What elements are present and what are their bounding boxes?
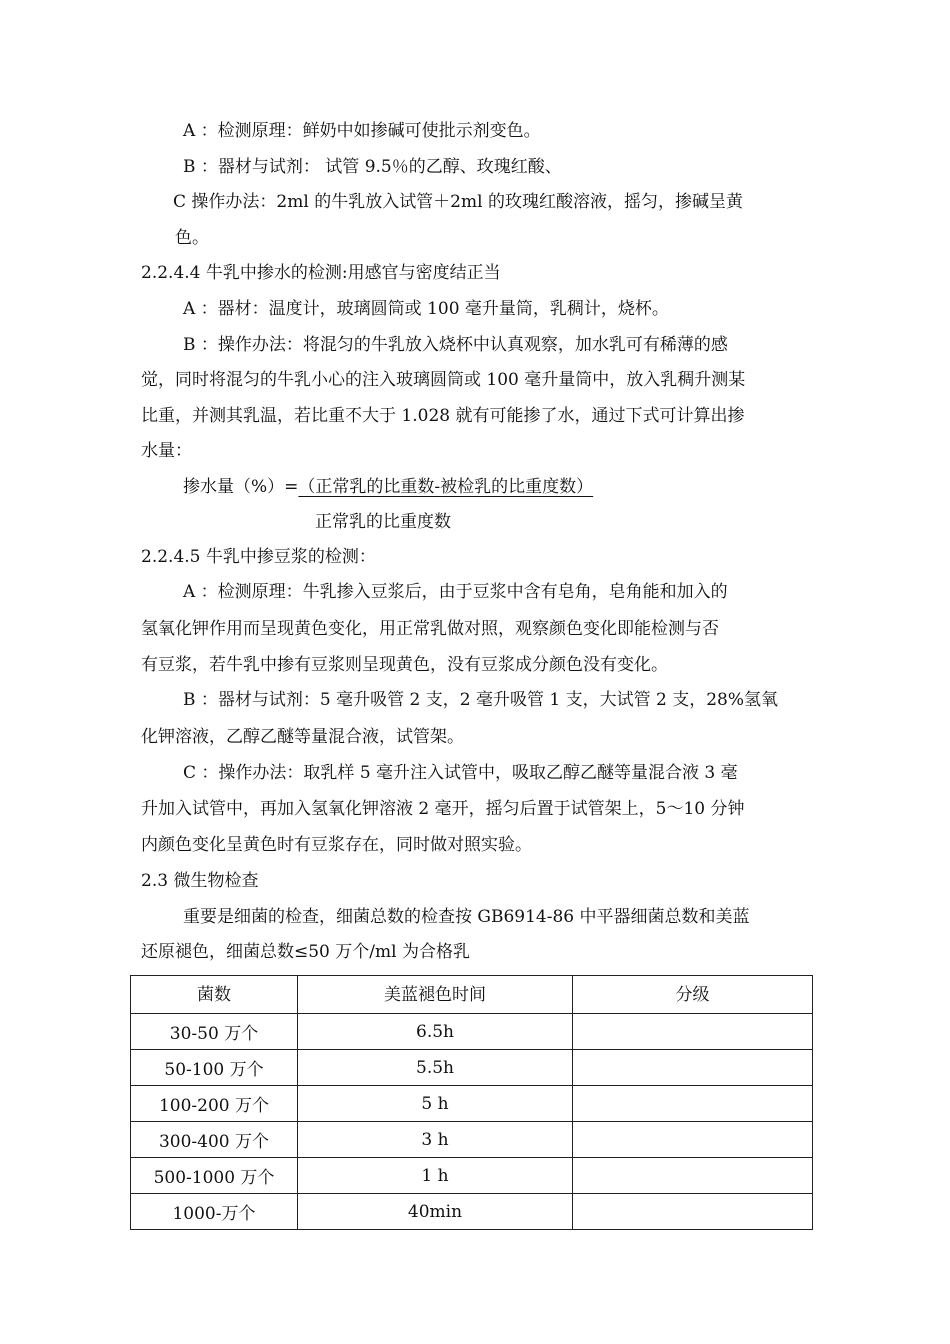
cell-grade bbox=[573, 1014, 813, 1050]
cell-grade bbox=[573, 1122, 813, 1158]
paragraph-procedure-line2: 色。 bbox=[175, 228, 209, 248]
paragraph-water-equipment: A ：器材：温度计，玻璃圆筒或 100 毫升量筒，乳稠计，烧杯。 bbox=[183, 299, 669, 319]
cell-bacteria-count: 300-400 万个 bbox=[131, 1122, 298, 1158]
table-row bbox=[131, 1194, 813, 1230]
table-header-row bbox=[131, 976, 813, 1014]
paragraph-soy-method-line1: C ：操作办法：取乳样 5 毫升注入试管中，吸取乙醇乙醚等量混合液 3 毫 bbox=[183, 763, 738, 783]
paragraph-procedure-line1: C 操作办法：2ml 的牛乳放入试管＋2ml 的玫瑰红酸溶液，摇匀，掺碱呈黄 bbox=[173, 192, 743, 212]
cell-grade bbox=[573, 1086, 813, 1122]
table-row bbox=[131, 1014, 813, 1050]
cell-bacteria-count: 500-1000 万个 bbox=[131, 1158, 298, 1194]
section-heading-water: 2.2.4.4 牛乳中掺水的检测:用感官与密度结正当 bbox=[141, 263, 501, 283]
paragraph-soy-method-line3: 内颜色变化呈黄色时有豆浆存在，同时做对照实验。 bbox=[141, 835, 532, 855]
cell-grade bbox=[573, 1050, 813, 1086]
formula bbox=[183, 479, 593, 496]
section-heading-soy: 2.2.4.5 牛乳中掺豆浆的检测： bbox=[141, 547, 376, 567]
paragraph-soy-reagents-line1: B ：器材与试剂：5 毫升吸管 2 支，2 毫升吸管 1 支，大试管 2 支，28%氢氧 bbox=[183, 690, 778, 710]
cell-decolor-time: 40min bbox=[298, 1194, 573, 1230]
cell-decolor-time: 6.5h bbox=[298, 1014, 573, 1050]
bacteria-grading-table bbox=[130, 975, 813, 1230]
cell-bacteria-count: 100-200 万个 bbox=[131, 1086, 298, 1122]
formula-denominator: 正常乳的比重度数 bbox=[315, 512, 451, 532]
formula-lhs: 掺水量（%）= bbox=[183, 477, 299, 497]
header-grade: 分级 bbox=[573, 976, 813, 1014]
cell-decolor-time: 1 h bbox=[298, 1158, 573, 1194]
paragraph-water-method-line2: 觉，同时将混匀的牛乳小心的注入玻璃圆筒或 100 毫升量筒中，放入乳稠升测某 bbox=[141, 370, 746, 390]
paragraph-water-method-line4: 水量： bbox=[141, 441, 192, 461]
header-decolor-time: 美蓝褪色时间 bbox=[298, 976, 573, 1014]
paragraph-soy-method-line2: 升加入试管中，再加入氢氧化钾溶液 2 毫开，摇匀后置于试管架上，5～10 分钟 bbox=[141, 799, 745, 819]
table-row bbox=[131, 1122, 813, 1158]
paragraph-equipment-reagents: B ：器材与试剂： 试管 9.5％的乙醇、玫瑰红酸、 bbox=[183, 157, 562, 177]
cell-decolor-time: 5 h bbox=[298, 1086, 573, 1122]
paragraph-test-principle: A ：检测原理：鲜奶中如掺碱可使批示剂变色。 bbox=[183, 121, 541, 141]
paragraph-soy-principle-line3: 有豆浆，若牛乳中掺有豆浆则呈现黄色，没有豆浆成分颜色没有变化。 bbox=[141, 655, 668, 675]
paragraph-soy-principle-line1: A ：检测原理：牛乳掺入豆浆后，由于豆浆中含有皂角，皂角能和加入的 bbox=[183, 582, 728, 602]
section-heading-microbial: 2.3 微生物检查 bbox=[141, 871, 259, 891]
paragraph-water-method-line3: 比重，并测其乳温，若比重不大于 1.028 就有可能掺了水，通过下式可计算出掺 bbox=[141, 406, 745, 426]
cell-decolor-time: 5.5h bbox=[298, 1050, 573, 1086]
cell-grade bbox=[573, 1194, 813, 1230]
paragraph-soy-principle-line2: 氢氧化钾作用而呈现黄色变化，用正常乳做对照，观察颜色变化即能检测与否 bbox=[141, 619, 719, 639]
paragraph-microbial-line2: 还原褪色，细菌总数≤50 万个/ml 为合格乳 bbox=[141, 942, 470, 962]
formula-numerator: （正常乳的比重数-被检乳的比重度数） bbox=[298, 477, 594, 497]
cell-bacteria-count: 50-100 万个 bbox=[131, 1050, 298, 1086]
paragraph-microbial-line1: 重要是细菌的检查，细菌总数的检查按 GB6914-86 中平器细菌总数和美蓝 bbox=[183, 907, 750, 927]
table-row bbox=[131, 1158, 813, 1194]
table-row bbox=[131, 1050, 813, 1086]
cell-grade bbox=[573, 1158, 813, 1194]
paragraph-soy-reagents-line2: 化钾溶液，乙醇乙醚等量混合液，试管架。 bbox=[141, 727, 464, 747]
paragraph-water-method-line1: B ：操作办法：将混匀的牛乳放入烧杯中认真观察，加水乳可有稀薄的感 bbox=[183, 335, 728, 355]
header-bacteria-count: 菌数 bbox=[131, 976, 298, 1014]
cell-bacteria-count: 1000-万个 bbox=[131, 1194, 298, 1230]
table-row bbox=[131, 1086, 813, 1122]
cell-decolor-time: 3 h bbox=[298, 1122, 573, 1158]
cell-bacteria-count: 30-50 万个 bbox=[131, 1014, 298, 1050]
